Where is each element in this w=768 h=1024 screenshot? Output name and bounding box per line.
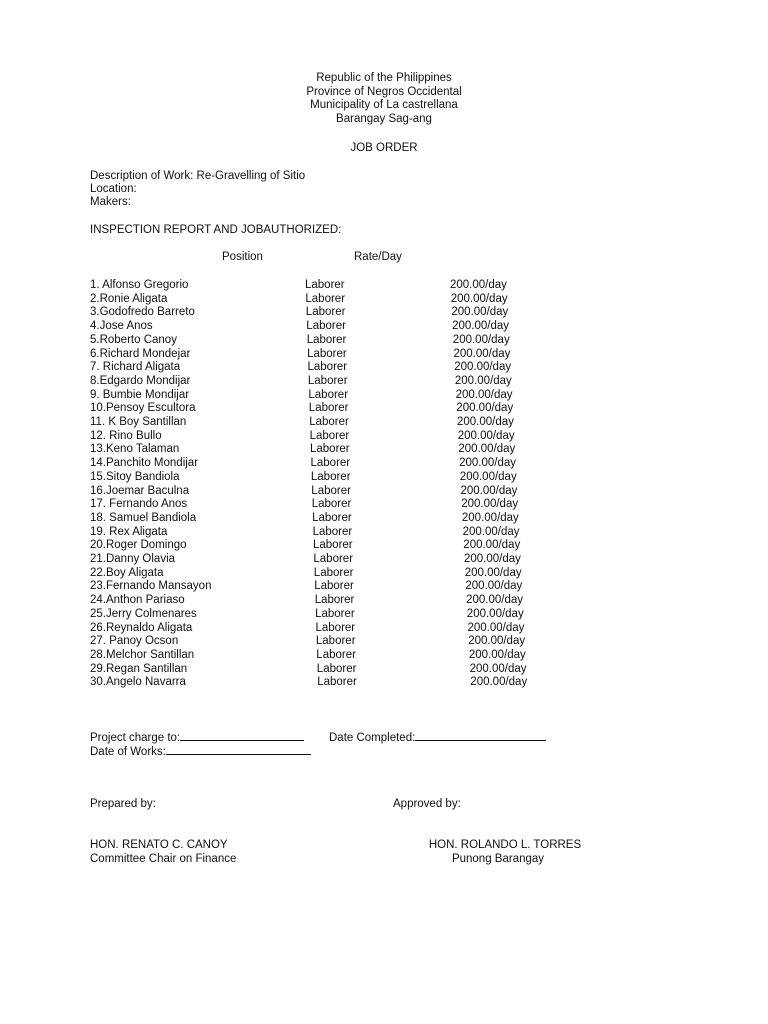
- worker-rate: 200.00/day: [454, 374, 512, 387]
- project-charge-line: [180, 729, 304, 741]
- worker-name: 9. Bumbie Mondijar: [90, 388, 190, 401]
- document-header: [0, 72, 768, 127]
- worker-name: 3.Godofredo Barreto: [90, 306, 195, 319]
- worker-position: Laborer: [313, 566, 354, 579]
- worker-name: 22.Boy Aligata: [90, 566, 164, 579]
- worker-position: Laborer: [310, 443, 350, 456]
- worker-row: [90, 305, 570, 319]
- worker-name: 17. Fernando Anos: [90, 498, 188, 511]
- worker-row: [90, 538, 570, 552]
- worker-row: [90, 374, 570, 388]
- worker-rate: 200.00/day: [458, 443, 516, 456]
- column-header-rate: Rate/Day: [354, 251, 402, 263]
- worker-position: Laborer: [315, 607, 355, 620]
- worker-position: Laborer: [314, 594, 355, 607]
- worker-rate: 200.00/day: [450, 279, 507, 291]
- worker-row: [90, 607, 570, 621]
- worker-row: [90, 579, 570, 593]
- worker-row: [90, 456, 570, 470]
- worker-rate: 200.00/day: [456, 402, 514, 415]
- worker-position: Laborer: [307, 374, 348, 387]
- date-of-works-field: [90, 743, 311, 759]
- date-completed-label: Date Completed:: [329, 732, 416, 744]
- prepared-by-label: Prepared by:: [90, 798, 156, 810]
- worker-row: [90, 662, 570, 676]
- worker-position: Laborer: [317, 676, 357, 689]
- worker-position: Laborer: [308, 402, 349, 415]
- worker-rate: 200.00/day: [451, 306, 509, 319]
- worker-rate: 200.00/day: [466, 594, 524, 607]
- worker-position: Laborer: [305, 279, 345, 291]
- worker-position: Laborer: [311, 498, 352, 511]
- worker-position: Laborer: [312, 511, 352, 524]
- approved-by-label: Approved by:: [393, 798, 461, 810]
- worker-name: 28.Melchor Santillan: [90, 648, 195, 661]
- worker-row: [90, 278, 570, 292]
- worker-position: Laborer: [310, 457, 351, 470]
- worker-position: Laborer: [313, 553, 354, 565]
- worker-rate: 200.00/day: [459, 470, 517, 483]
- worker-position: Laborer: [313, 539, 353, 552]
- makers-label: Makers:: [90, 196, 131, 208]
- worker-row: [90, 347, 570, 361]
- header-line-barangay: Barangay Sag-ang: [336, 113, 432, 126]
- worker-row: [90, 511, 570, 525]
- date-of-works-label: Date of Works:: [90, 746, 166, 758]
- worker-rate: 200.00/day: [457, 416, 514, 428]
- worker-row: [90, 593, 570, 607]
- worker-position: Laborer: [315, 635, 356, 648]
- worker-rate: 200.00/day: [459, 457, 517, 470]
- worker-name: 8.Edgardo Mondijar: [90, 374, 191, 387]
- worker-row: [90, 401, 570, 415]
- worker-rate: 200.00/day: [463, 539, 521, 552]
- header-line-province: Province of Negros Occidental: [306, 85, 462, 98]
- worker-name: 19. Rex Aligata: [90, 525, 168, 538]
- worker-rate: 200.00/day: [453, 347, 511, 360]
- document-title: JOB ORDER: [350, 142, 418, 154]
- project-charge-label: Project charge to:: [90, 732, 181, 744]
- worker-name: 18. Samuel Bandiola: [90, 511, 197, 524]
- worker-row: [90, 415, 570, 429]
- date-completed-line: [415, 729, 546, 741]
- worker-name: 7. Richard Aligata: [90, 361, 181, 374]
- worker-position: Laborer: [311, 484, 351, 497]
- worker-name: 29.Regan Santillan: [90, 662, 188, 675]
- worker-rate: 200.00/day: [461, 511, 519, 524]
- worker-row: [90, 675, 570, 689]
- signatory-left-name: HON. RENATO C. CANOY: [90, 839, 228, 851]
- worker-position: Laborer: [307, 347, 347, 360]
- worker-name: 10.Pensoy Escultora: [90, 402, 196, 415]
- worker-position: Laborer: [305, 292, 346, 305]
- worker-position: Laborer: [316, 648, 356, 661]
- worker-name: 4.Jose Anos: [90, 320, 153, 333]
- worker-name: 30.Angelo Navarra: [90, 676, 186, 689]
- worker-rate: 200.00/day: [468, 635, 526, 648]
- worker-rate: 200.00/day: [466, 607, 524, 620]
- worker-position: Laborer: [308, 388, 349, 401]
- worker-position: Laborer: [314, 580, 354, 593]
- worker-row: [90, 333, 570, 347]
- worker-row: [90, 360, 570, 374]
- worker-name: 2.Ronie Aligata: [90, 292, 168, 305]
- worker-name: 15.Sitoy Bandiola: [90, 470, 180, 483]
- worker-rate: 200.00/day: [452, 320, 510, 333]
- worker-rate: 200.00/day: [464, 566, 522, 579]
- worker-position: Laborer: [312, 525, 353, 538]
- worker-rate: 200.00/day: [469, 662, 527, 675]
- worker-rate: 200.00/day: [464, 553, 521, 565]
- worker-name: 24.Anthon Pariaso: [90, 594, 185, 607]
- work-description: Description of Work: Re-Gravelling of Sitio: [90, 170, 306, 182]
- date-of-works-line: [166, 743, 311, 755]
- worker-position: Laborer: [305, 306, 346, 319]
- header-line-republic: Republic of the Philippines: [316, 72, 452, 84]
- column-header-position: Position: [222, 251, 263, 263]
- signatory-right-title: Punong Barangay: [451, 853, 545, 865]
- worker-position: Laborer: [309, 416, 349, 428]
- worker-rate: 200.00/day: [467, 621, 525, 634]
- worker-name: 11. K Boy Santillan: [90, 416, 187, 428]
- worker-position: Laborer: [306, 333, 347, 346]
- worker-row: [90, 442, 570, 456]
- worker-name: 26.Reynaldo Aligata: [90, 621, 193, 634]
- worker-rate: 200.00/day: [465, 580, 523, 593]
- worker-position: Laborer: [315, 621, 356, 634]
- worker-name: 1. Alfonso Gregorio: [90, 279, 189, 291]
- worker-row: [90, 292, 570, 306]
- worker-name: 5.Roberto Canoy: [90, 333, 177, 346]
- worker-row: [90, 484, 570, 498]
- worker-name: 14.Panchito Mondijar: [90, 457, 199, 470]
- worker-position: Laborer: [307, 361, 348, 374]
- worker-row: [90, 497, 570, 511]
- worker-name: 23.Fernando Mansayon: [90, 580, 212, 593]
- worker-name: 6.Richard Mondejar: [90, 347, 191, 360]
- worker-row: [90, 388, 570, 402]
- worker-rate: 200.00/day: [461, 498, 519, 511]
- worker-row: [90, 525, 570, 539]
- worker-row: [90, 429, 570, 443]
- worker-position: Laborer: [310, 470, 351, 483]
- worker-row: [90, 621, 570, 635]
- worker-rate: 200.00/day: [455, 388, 513, 401]
- worker-row: [90, 566, 570, 580]
- inspection-heading: INSPECTION REPORT AND JOBAUTHORIZED:: [90, 224, 342, 236]
- worker-rate: 200.00/day: [468, 648, 526, 661]
- worker-rate: 200.00/day: [454, 361, 512, 374]
- worker-rate: 200.00/day: [457, 429, 515, 442]
- worker-rate: 200.00/day: [460, 484, 518, 497]
- worker-name: 21.Danny Olavia: [90, 553, 176, 565]
- worker-name: 13.Keno Talaman: [90, 443, 180, 456]
- worker-position: Laborer: [306, 320, 346, 333]
- worker-row: [90, 552, 570, 566]
- worker-rate: 200.00/day: [470, 676, 528, 689]
- worker-rate: 200.00/day: [462, 525, 520, 538]
- date-completed-field: [329, 729, 546, 745]
- worker-row: [90, 319, 570, 333]
- worker-rate: 200.00/day: [450, 292, 508, 305]
- signatory-right-name: HON. ROLANDO L. TORRES: [428, 839, 582, 851]
- worker-position: Laborer: [316, 662, 357, 675]
- worker-name: 16.Joemar Baculna: [90, 484, 190, 497]
- worker-name: 25.Jerry Colmenares: [90, 607, 197, 620]
- header-line-municipality: Municipality of La castrellana: [310, 99, 458, 112]
- worker-name: 27. Panoy Ocson: [90, 635, 179, 648]
- worker-rate: 200.00/day: [452, 333, 510, 346]
- signatory-left-title: Committee Chair on Finance: [90, 853, 237, 865]
- worker-position: Laborer: [309, 429, 350, 442]
- location-label: Location:: [90, 183, 137, 195]
- worker-name: 20.Roger Domingo: [90, 539, 187, 552]
- worker-row: [90, 634, 570, 648]
- worker-row: [90, 648, 570, 662]
- worker-row: [90, 470, 570, 484]
- worker-name: 12. Rino Bullo: [90, 429, 162, 442]
